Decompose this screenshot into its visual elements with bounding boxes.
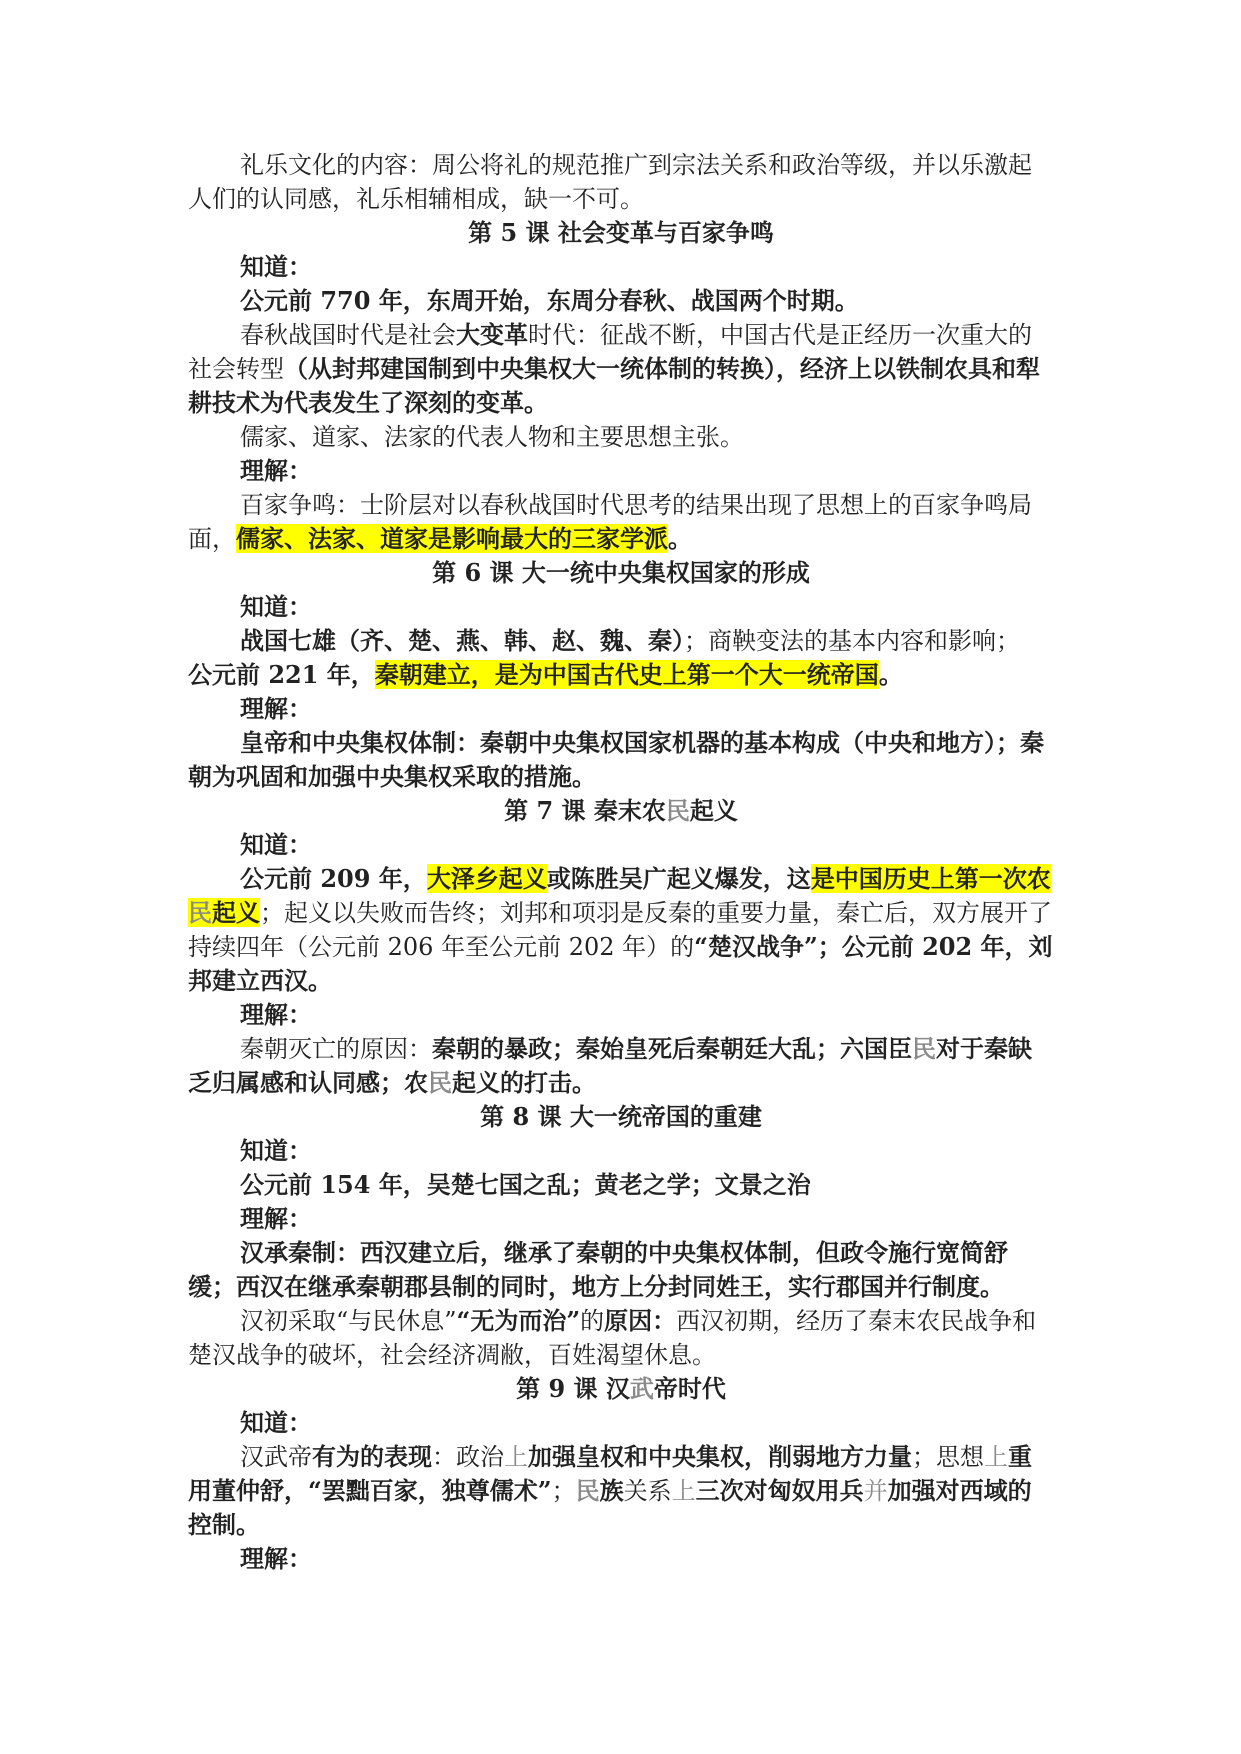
lesson7-p2 (188, 1032, 1054, 1100)
lesson7-title (188, 794, 1054, 828)
text-bold: 三次对匈奴用兵 (695, 1476, 864, 1505)
lesson6-p2 (188, 658, 1054, 692)
highlighted-text: 大泽乡起义 (426, 864, 547, 893)
lesson5-title: 第 5 课 社会变革与百家争鸣 (468, 218, 774, 247)
text-bold: 重用董仲舒，“罢黜百家，独尊儒术” (188, 1442, 1032, 1505)
highlighted-text: 秦朝建立，是为中国古代史上第一个大一统帝国 (374, 660, 879, 689)
text-bold: 原因： (604, 1306, 677, 1335)
text: 西汉初期，经历了秦末农民战争和楚汉战争的破坏，社会经济凋敝，百姓渴望休息。 (188, 1307, 1037, 1369)
document-page (188, 148, 1054, 1576)
text-grey: 民 (575, 1476, 600, 1505)
highlighted-text: 是中国历史上第一次农 (810, 864, 1051, 893)
text: 时代：征战不断，中国古代是正经历一次重大的社会转型 (188, 321, 1032, 383)
lesson8-p1: 公元前 154 年，吴楚七国之乱；黄老之学；文景之治 (240, 1170, 811, 1199)
lesson5-understand-heading: 理解： (240, 456, 312, 485)
lesson5-know-heading: 知道： (240, 252, 312, 281)
text-bold: 对于秦缺乏归属感和认同感；农 (188, 1034, 1032, 1097)
lesson6-p3: 皇帝和中央集权体制：秦朝中央集权国家机器的基本构成（中央和地方）；秦朝为巩固和加强中央集权采取的措施。 (188, 728, 1044, 791)
text-grey: 民 (665, 796, 690, 825)
text-bold: 加强对西域的控制。 (188, 1476, 1032, 1539)
text-bold: 有为的表现 (312, 1442, 432, 1471)
text-bold: “楚汉战争”；公元前 202 年，刘邦建立西汉。 (188, 932, 1053, 995)
lesson8-p3 (188, 1304, 1054, 1372)
lesson7-know-heading: 知道： (240, 830, 312, 859)
text-bold: “无为而治” (456, 1306, 581, 1335)
text: 起义 (689, 796, 738, 825)
text: 原因： (360, 1035, 432, 1063)
lesson6-know-heading: 知道： (240, 592, 312, 621)
text: 礼乐文化的内容：周公将礼的规范推广到宗法关系和政治等级，并以乐激起人们的认同感，礼乐相辅相成，缺一不可。 (188, 151, 1032, 213)
text-bold: 或陈胜吴广起义爆发，这 (546, 864, 811, 893)
text-bold: 公元前 221 年， (188, 660, 375, 689)
text-bold: 战国七雄（齐、楚、燕、韩、赵、魏、秦） (240, 626, 684, 655)
text-bold: 起义的打击。 (452, 1068, 596, 1097)
lesson7-understand-heading: 理解： (240, 1000, 312, 1029)
text-grey: 武 (629, 1374, 654, 1403)
text-bold: （从封邦建国制到中央集权大一统体制的转换），经济上以铁制农具和犁耕技术为代表发生了深刻的变革。 (188, 354, 1040, 417)
lesson9-know-heading: 知道： (240, 1408, 312, 1437)
lesson8-know-heading: 知道： (240, 1136, 312, 1165)
text-bold: 加强皇权和中央集权，削弱地方力量 (528, 1442, 912, 1471)
highlighted-text: 儒家、法家、道家是影响最大的三家学派 (236, 524, 668, 553)
text: 秦朝灭亡的 (240, 1035, 360, 1063)
lesson9-p1 (188, 1440, 1054, 1542)
text: 帝时代 (653, 1374, 726, 1403)
text: 汉武帝 (240, 1443, 312, 1471)
lesson8-understand-heading: 理解： (240, 1204, 312, 1233)
lesson9-title (188, 1372, 1054, 1406)
lesson6-p1 (188, 624, 1054, 658)
text-bold: 。 (668, 524, 692, 553)
highlighted-text: 起义 (212, 898, 260, 927)
text-grey: 上 (504, 1443, 528, 1471)
lesson8-p2: 汉承秦制：西汉建立后，继承了秦朝的中央集权体制，但政令施行宽简舒缓；西汉在继承秦朝郡县制的同时，地方上分封同姓王，实行郡国并行制度。 (188, 1238, 1008, 1301)
text-grey: 上 (671, 1477, 696, 1505)
text: ：政治 (432, 1443, 504, 1471)
lesson9-understand-heading: 理解： (240, 1544, 312, 1573)
lesson8-title: 第 8 课 大一统帝国的重建 (480, 1102, 762, 1131)
text-bold: 大变革 (456, 320, 528, 349)
lesson5-p4 (188, 488, 1054, 556)
lesson5-p3: 儒家、道家、法家的代表人物和主要思想主张。 (240, 423, 744, 451)
text: 关系 (623, 1477, 672, 1505)
text-grey: 民 (428, 1068, 452, 1097)
text-bold: 。 (878, 660, 903, 689)
text-bold: 公元前 209 年， (240, 864, 427, 893)
lesson6-title: 第 6 课 大一统中央集权国家的形成 (432, 558, 810, 587)
lesson6-understand-heading: 理解： (240, 694, 312, 723)
text: ；商鞅变法的基本内容和影响； (684, 627, 1020, 655)
text: 百家争鸣：士阶层对以春秋战国时代思考的结果出现了思想上的百家争鸣局面， (188, 491, 1032, 553)
text: 第 9 课 汉 (516, 1374, 630, 1403)
text: ；思想 (912, 1443, 984, 1471)
text: 的 (580, 1307, 605, 1335)
lesson5-p2 (188, 318, 1054, 420)
text: 第 7 课 秦末农 (504, 796, 666, 825)
text-grey: 民 (912, 1034, 936, 1063)
lesson5-p1: 公元前 770 年，东周开始，东周分春秋、战国两个时期。 (240, 286, 859, 315)
lesson7-p1 (188, 862, 1054, 998)
text: ；起义以失败而告终；刘邦和项羽是反秦的重要力量，秦亡后，双方展开了持续四年（公元前 206 年至公元前 202 年）的 (188, 899, 1052, 961)
text: “与民休息” (336, 1307, 457, 1335)
text-bold: 族 (599, 1476, 624, 1505)
paragraph-liyue (188, 148, 1054, 216)
text-grey: 上 (984, 1443, 1008, 1471)
text: 春秋战国时代是社会 (240, 321, 456, 349)
text: ； (551, 1477, 576, 1505)
text: 汉初采取 (240, 1307, 336, 1335)
text-grey: 并 (863, 1477, 888, 1505)
text-bold: 秦朝的暴政；秦始皇死后秦朝廷大乱；六国臣 (432, 1034, 912, 1063)
highlighted-text-grey: 民 (188, 898, 212, 927)
